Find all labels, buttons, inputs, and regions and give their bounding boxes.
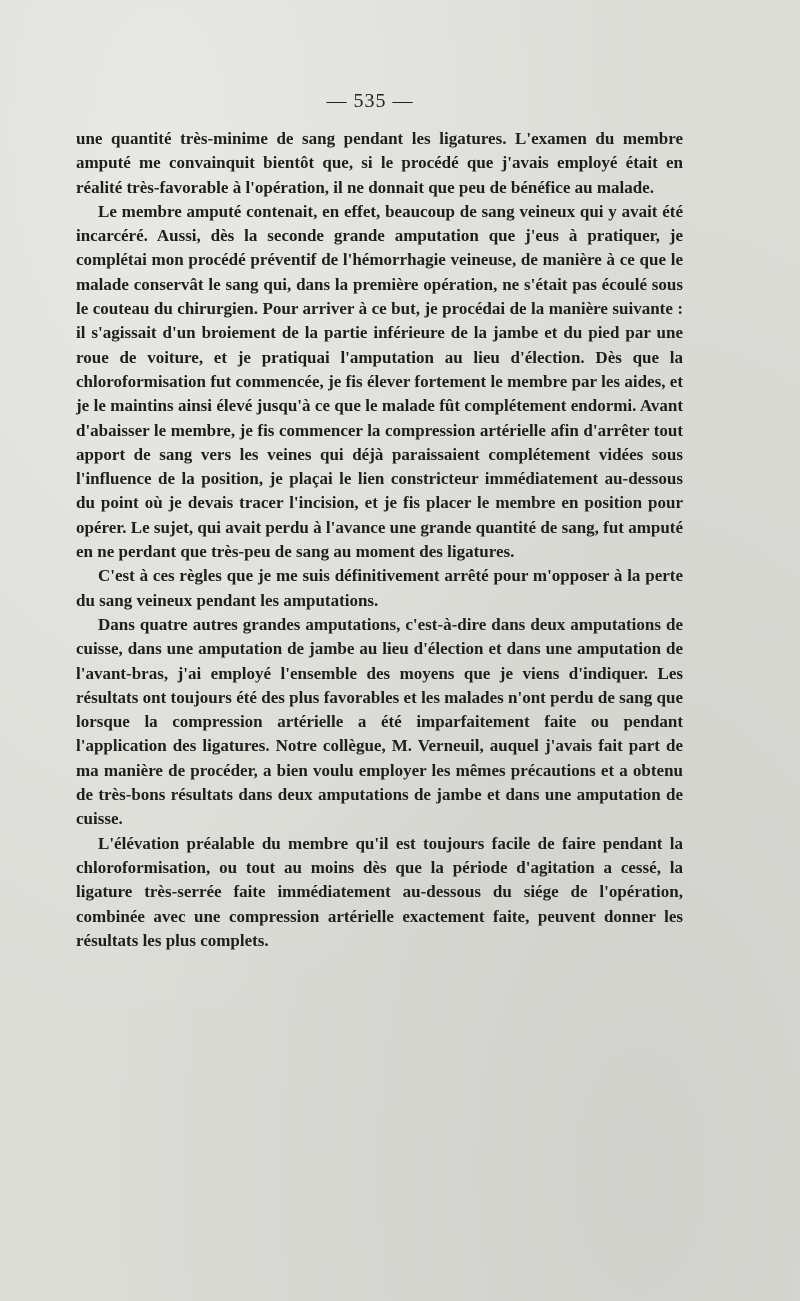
paragraph-3: C'est à ces règles que je me suis définitivement arrêté pour m'opposer à la perte du sang veineux pendant les amputations. bbox=[76, 566, 683, 610]
paragraph-2: Le membre amputé contenait, en effet, beaucoup de sang veineux qui y avait été incarcéré. Aussi, dès la seconde grande amputation que j'eus à pratiquer, je complétai mon procédé préventif de l'hémorrhagie veineuse, de manière à ce que le malade conservât le sang qui, dans la première opération, ne s'était pas écoulé sous le couteau du chirurgien. Pour arriver à ce but, je procédai de la manière suivante : il s'agissait d'un broiement de la partie inférieure de la jambe et du pied par une roue de voiture, et je pratiquai l'amputation au lieu d'élection. Dès que la chloroformisation fut commencée, je fis élever fortement le membre par les aides, et je le maintins ainsi élevé jusqu'à ce que le malade fût complétement endormi. Avant d'abaisser le membre, je fis commencer la compression artérielle afin d'arrêter tout apport de sang vers les veines qui déjà paraissaient complétement vidées sous l'influence de la position, je plaçai le lien constricteur immédiatement au-dessous du point où je devais tracer l'incision, et je fis placer le membre en position pour opérer. Le sujet, qui avait perdu à l'avance une grande quantité de sang, fut amputé en ne perdant que très-peu de sang au moment des ligatures. bbox=[76, 201, 683, 562]
paragraph-1: une quantité très-minime de sang pendant les ligatures. L'examen du membre amputé me convainquit bientôt que, si le procédé que j'avais employé était en réalité très-favorable à l'opération, il ne donnait que peu de bénéfice au malade. bbox=[76, 129, 683, 197]
page-number: — 535 — bbox=[326, 90, 414, 112]
body-text bbox=[76, 127, 683, 953]
paragraph-5: L'élévation préalable du membre qu'il est toujours facile de faire pendant la chloroformisation, ou tout au moins dès que la période d'agitation a cessé, la ligature très-serrée faite immédiatement au-dessous du siége de l'opération, combinée avec une compression artérielle exactement faite, peuvent donner les résultats les plus complets. bbox=[76, 833, 683, 950]
paragraph-4: Dans quatre autres grandes amputations, c'est-à-dire dans deux amputations de cuisse, dans une amputation de jambe au lieu d'élection et dans une amputation de l'avant-bras, j'ai employé l'ensemble des moyens que je viens d'indiquer. Les résultats ont toujours été des plus favorables et les malades n'ont perdu de sang que lorsque la compression artérielle a été imparfaitement faite ou pendant l'application des ligatures. Notre collègue, M. Verneuil, auquel j'avais fait part de ma manière de procéder, a bien voulu employer les mêmes précautions et a obtenu de très-bons résultats dans deux amputations de jambe et dans une amputation de cuisse. bbox=[76, 614, 683, 829]
